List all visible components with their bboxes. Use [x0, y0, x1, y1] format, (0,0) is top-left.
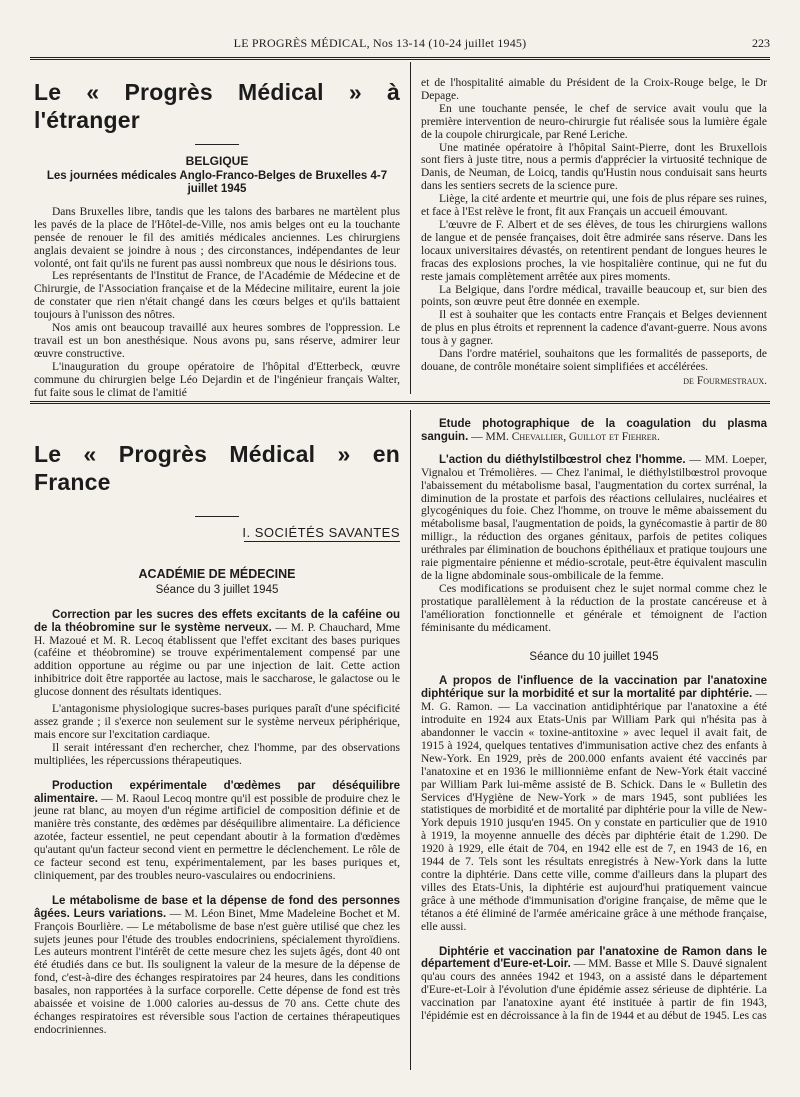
communication-title: Etude photographique de la coagulation du plasma sanguin.	[421, 418, 767, 443]
communication	[34, 895, 400, 1037]
communication	[421, 454, 767, 583]
running-title: LE PROGRÈS MÉDICAL, Nos 13-14 (10-24 juillet 1945)	[233, 36, 527, 50]
title-separator	[195, 144, 239, 145]
communication	[421, 946, 767, 1023]
communication-title: L'action du diéthylstilbœstrol chez l'homme.	[439, 453, 686, 466]
author-signature: de Fourmestraux.	[683, 374, 767, 387]
communication-body: — M. Léon Binet, Mme Madeleine Bochet et M. François Bourlière. — Le métabolisme de base n'est guère utilisé que chez les sujets jeunes pour l'étude des troubles endocriniens, spécialement thyroïdiens. Les auteurs montrent l'intérêt de cette mesure chez les sujets âgés, dont 40 ont été étudiés dans ce but. Ils soulignent la valeur de la mesure de la dépense de fond, c'est-à-dire des échanges respiratoires par 24 heures, dans les conditions basales, non rapportées à la surface corporelle. Cette dépense de fond est très abaissée et voisine de 1.000 calories au-dessus de 70 ans. Cette chute des échanges respiratoires est réversible sous l'action de certaines thérapeutiques endocriniennes.	[34, 907, 400, 1036]
paragraph: et de l'hospitalité aimable du Président de la Croix-Rouge belge, le Dr Depage.	[421, 77, 767, 102]
communication	[421, 675, 767, 933]
paragraph: Ces modifications se produisent chez le sujet normal comme chez le prostatique parallèlement à la réduction de la prostate cancéreuse et à l'amélioration fonctionnelle et générale et témoignent de l'action féminisante du médicament.	[421, 582, 767, 634]
communication	[421, 418, 767, 444]
communication-body: — M. G. Ramon. — La vaccination antidiphtérique par l'anatoxine a été introduite en 1924 aux Etats-Unis par William Park qui n'hésita pas à abandonner le vaccin « toxine-antitoxine » avec lequel il avait fait, de 1915 à 1924, quelques tentatives d'immunisation active chez des enfants à New-York. En 1929, près de 200.000 enfants avaient été vaccinés par l'anatoxine et en 1936 le millionnième enfant de New-York était vacciné par William Park lui-même assisté de B. Schick. Dans le « Bulletin des Services d'Hygiène de New-York » de mars 1945, sont publiées les statistiques de morbidité et de mortalité par diphtérie pour la ville de New-York depuis 1910 jusqu'en 1945. On y constate en particulier que de 1910 à 1919, la moyenne annuelle des décès par diphtérie était de 1.290. De 1920 à 1929, elle était de 704, en 1942 elle est de 7, en 1943 de 16, en 1944 de 7. Tels sont les résultats enregistrés à New-York dans la lutte contre la diphtérie. Dans cette ville, comme d'ailleurs dans la plupart des villes des Etats-Unis, la diphtérie est aujourd'hui pratiquement vaincue grâce à une méthode d'immunisation d'origine française, de même que le tétanos a été éliminé de l'armée américaine grâce à une méthode française, elle aussi.	[421, 688, 768, 933]
paragraph: Il serait intéressant d'en rechercher, chez l'homme, par des observations multipliées, les répercussions thérapeutiques.	[34, 741, 400, 767]
section-heading: I. SOCIÉTÉS SAVANTES	[242, 525, 400, 540]
running-header	[30, 37, 770, 55]
foreign-section-title: Le « Progrès Médical » à l'étranger	[34, 79, 400, 133]
academy-heading: ACADÉMIE DE MÉDECINE	[138, 566, 296, 581]
paragraph: Dans l'ordre matériel, souhaitons que les formalités de passeports, de douane, de contrôle monétaire soient simplifiées et accélérées.	[421, 348, 767, 373]
paragraph: Les représentants de l'Institut de France, de l'Académie de Médecine et de Chirurgie, de l'Association française et de la Médecine militaire, eurent la joie de constater que rien n'était changé dans les cœurs belges et qu'ils battaient toujours à l'unisson des nôtres.	[34, 270, 400, 322]
paragraph: Liège, la cité ardente et meurtrie qui, une fois de plus répare ses ruines, et face à l'Est relève le front, fit aux Français un accueil émouvant.	[421, 193, 767, 219]
paragraph: Une matinée opératoire à l'hôpital Saint-Pierre, dont les Bruxellois sont fiers à juste titre, nous a permis d'apprécier la virtuosité technique de Danis, de Neuman, de Loicq, tandis qu'Hustin nous conduisait sans heurts dans les sentiers secrets de la science pure.	[421, 141, 767, 193]
header-rule	[30, 57, 770, 60]
section-rule	[30, 401, 770, 404]
paragraph: L'antagonisme physiologique sucres-bases puriques paraît d'une spécificité assez grande ; il s'exerce non seulement sur le système nerveux périphérique, mais encore sur l'excitation cardiaque.	[34, 703, 400, 741]
paragraph: La Belgique, dans l'ordre médical, travaille beaucoup et, sur bien des points, son œuvre peut être donnée en exemple.	[421, 283, 767, 309]
page-number: 223	[752, 36, 770, 50]
paragraph: L'œuvre de F. Albert et de ses élèves, de tous les chirurgiens wallons de langue et de pensée françaises, doit être admirée sans réserve. Dans les locaux universitaires dévastés, on retentirent pendant de longues heures le fracas des explosions proches, la vie hospitalière continue, qui ne fut du reste jamais complètement arrêtée aux pires moments.	[421, 218, 767, 283]
column-divider-top	[410, 62, 411, 394]
country-heading: BELGIQUE	[185, 154, 249, 168]
france-section-title: Le « Progrès Médical » en France	[34, 441, 400, 495]
paragraph: L'inauguration du groupe opératoire de l'hôpital d'Etterbeck, œuvre commune du chirurgien belge Léo Dejardin et de l'ingénieur français Walter, fut faite sous le climat de l'amitié	[34, 360, 400, 399]
paragraph: En une touchante pensée, le chef de service avait voulu que la première intervention de neuro-chirurgie fut réalisée sous la lumière égale de la coupole chirurgicale, par René Leriche.	[421, 102, 767, 141]
communication-title: Production expérimentale d'œdèmes par déséquilibre alimentaire.	[34, 779, 400, 805]
article-subtitle: Les journées médicales Anglo-Franco-Belges de Bruxelles 4-7 juillet 1945	[46, 169, 388, 195]
paragraph: Dans Bruxelles libre, tandis que les talons des barbares ne martèlent plus les pavés de la place de l'Hôtel-de-Ville, nos amis belges ont eu la touchante pensée de renouer le fil des amitiés médicales anciennes. Les chirurgiens anglais devaient se joindre à nous ; des circonstances, indépendantes de leur volonté, ont fait qu'ils ne furent pas aussi nombreux que nous le désirions tous.	[34, 205, 400, 270]
communication-body: — MM. Chevallier, Guillot et Fiehrer.	[468, 430, 660, 443]
section-underline	[244, 541, 400, 542]
session-date: Séance du 3 juillet 1945	[155, 583, 279, 596]
communication-body: — M. P. Chauchard, Mme H. Mazoué et M. R. Lecoq établissent que l'effet excitant des bases puriques (caféine et théobromine) se trouve expérimentalement compensé par une addition opportune au régime ou par une injection de lait. Cette action inhibitrice doit être rapportée au lactose, mais le saccharose, le galactose ou le glucose donnent des résultats identiques.	[34, 621, 400, 699]
foreign-news-continued	[421, 77, 767, 388]
communication	[34, 609, 400, 699]
paragraph: Il est à souhaiter que les contacts entre Français et Belges deviennent de plus en plus étroits et reprennent la cadence d'avant-guerre. Nous avons tous à y gagner.	[421, 309, 767, 348]
foreign-news-column	[34, 78, 400, 400]
communication-body: — M. Raoul Lecoq montre qu'il est possible de produire chez le jeune rat blanc, au moyen d'un régime artificiel de composition définie et de manière très constante, des œdèmes par déséquilibre alimentaire. La déficience azotée, facteur essentiel, ne peut cependant aboutir à la formation d'œdèmes qu'autant qu'un facteur second vient en permettre le déclenchement. Le rôle de ce facteur second est tenu, expérimentalement, par les bases puriques et, cliniquement, par des troubles neuro-vasculaires ou endocriniens.	[34, 792, 400, 882]
communication-body: — MM. Basse et Mlle S. Dauvé signalent qu'au cours des années 1942 et 1943, on a assisté dans le département d'Eure-et-Loir à l'évolution d'une épidémie assez sérieuse de diphtérie. La vaccination par l'anatoxine ayant été instituée à partir de fin 1943, l'épidémie est en décroissance à la fin de 1944 et au début de 1945. Les cas	[421, 958, 767, 1023]
communication-body: — MM. Loeper, Vignalou et Trémolières. — Chez l'animal, le diéthylstilbœstrol provoque l'abaissement du métabolisme basal, l'augmentation du cortex surrénal, la diminution de la prostate et parfois des réactions cellulaires, nucléaires et glycogéniques du foie. Chez l'homme, on trouve le même abaissement du métabolisme basal, l'augmentation de poids, la gynécomastie à partir de 80 milligr., la réduction des organes génitaux, parfois de petites coliques uréthrales par élimination de bouchons épithéliaux et pratique toujours une raie pigmentaire pénienne et médio-scrotale, peut-être équivalent masculin de la ligne abdominale sous-ombilicale de la femme.	[421, 453, 767, 582]
session-date: Séance du 10 juillet 1945	[529, 650, 659, 663]
france-news-column	[34, 440, 400, 1037]
communication-title: Diphtérie et vaccination par l'anatoxine de Ramon dans le département d'Eure-et-Loir.	[421, 945, 767, 971]
title-separator	[195, 516, 239, 517]
column-divider-bottom	[410, 410, 411, 1070]
communication	[34, 780, 400, 883]
france-news-continued	[421, 418, 767, 1023]
communication-title: A propos de l'influence de la vaccination par l'anatoxine diphtérique sur la morbidité et sur la mortalité par diphtérie.	[421, 675, 767, 701]
communication-title: Le métabolisme de base et la dépense de fond des personnes âgées. Leurs variations.	[34, 894, 400, 920]
paragraph: Nos amis ont beaucoup travaillé aux heures sombres de l'oppression. Le travail est un bon anesthésique. Nous avons pu, sans réserve, admirer leur œuvre constructive.	[34, 322, 400, 360]
communication-title: Correction par les sucres des effets excitants de la caféine ou de la théobromine sur le système nerveux.	[34, 608, 400, 634]
